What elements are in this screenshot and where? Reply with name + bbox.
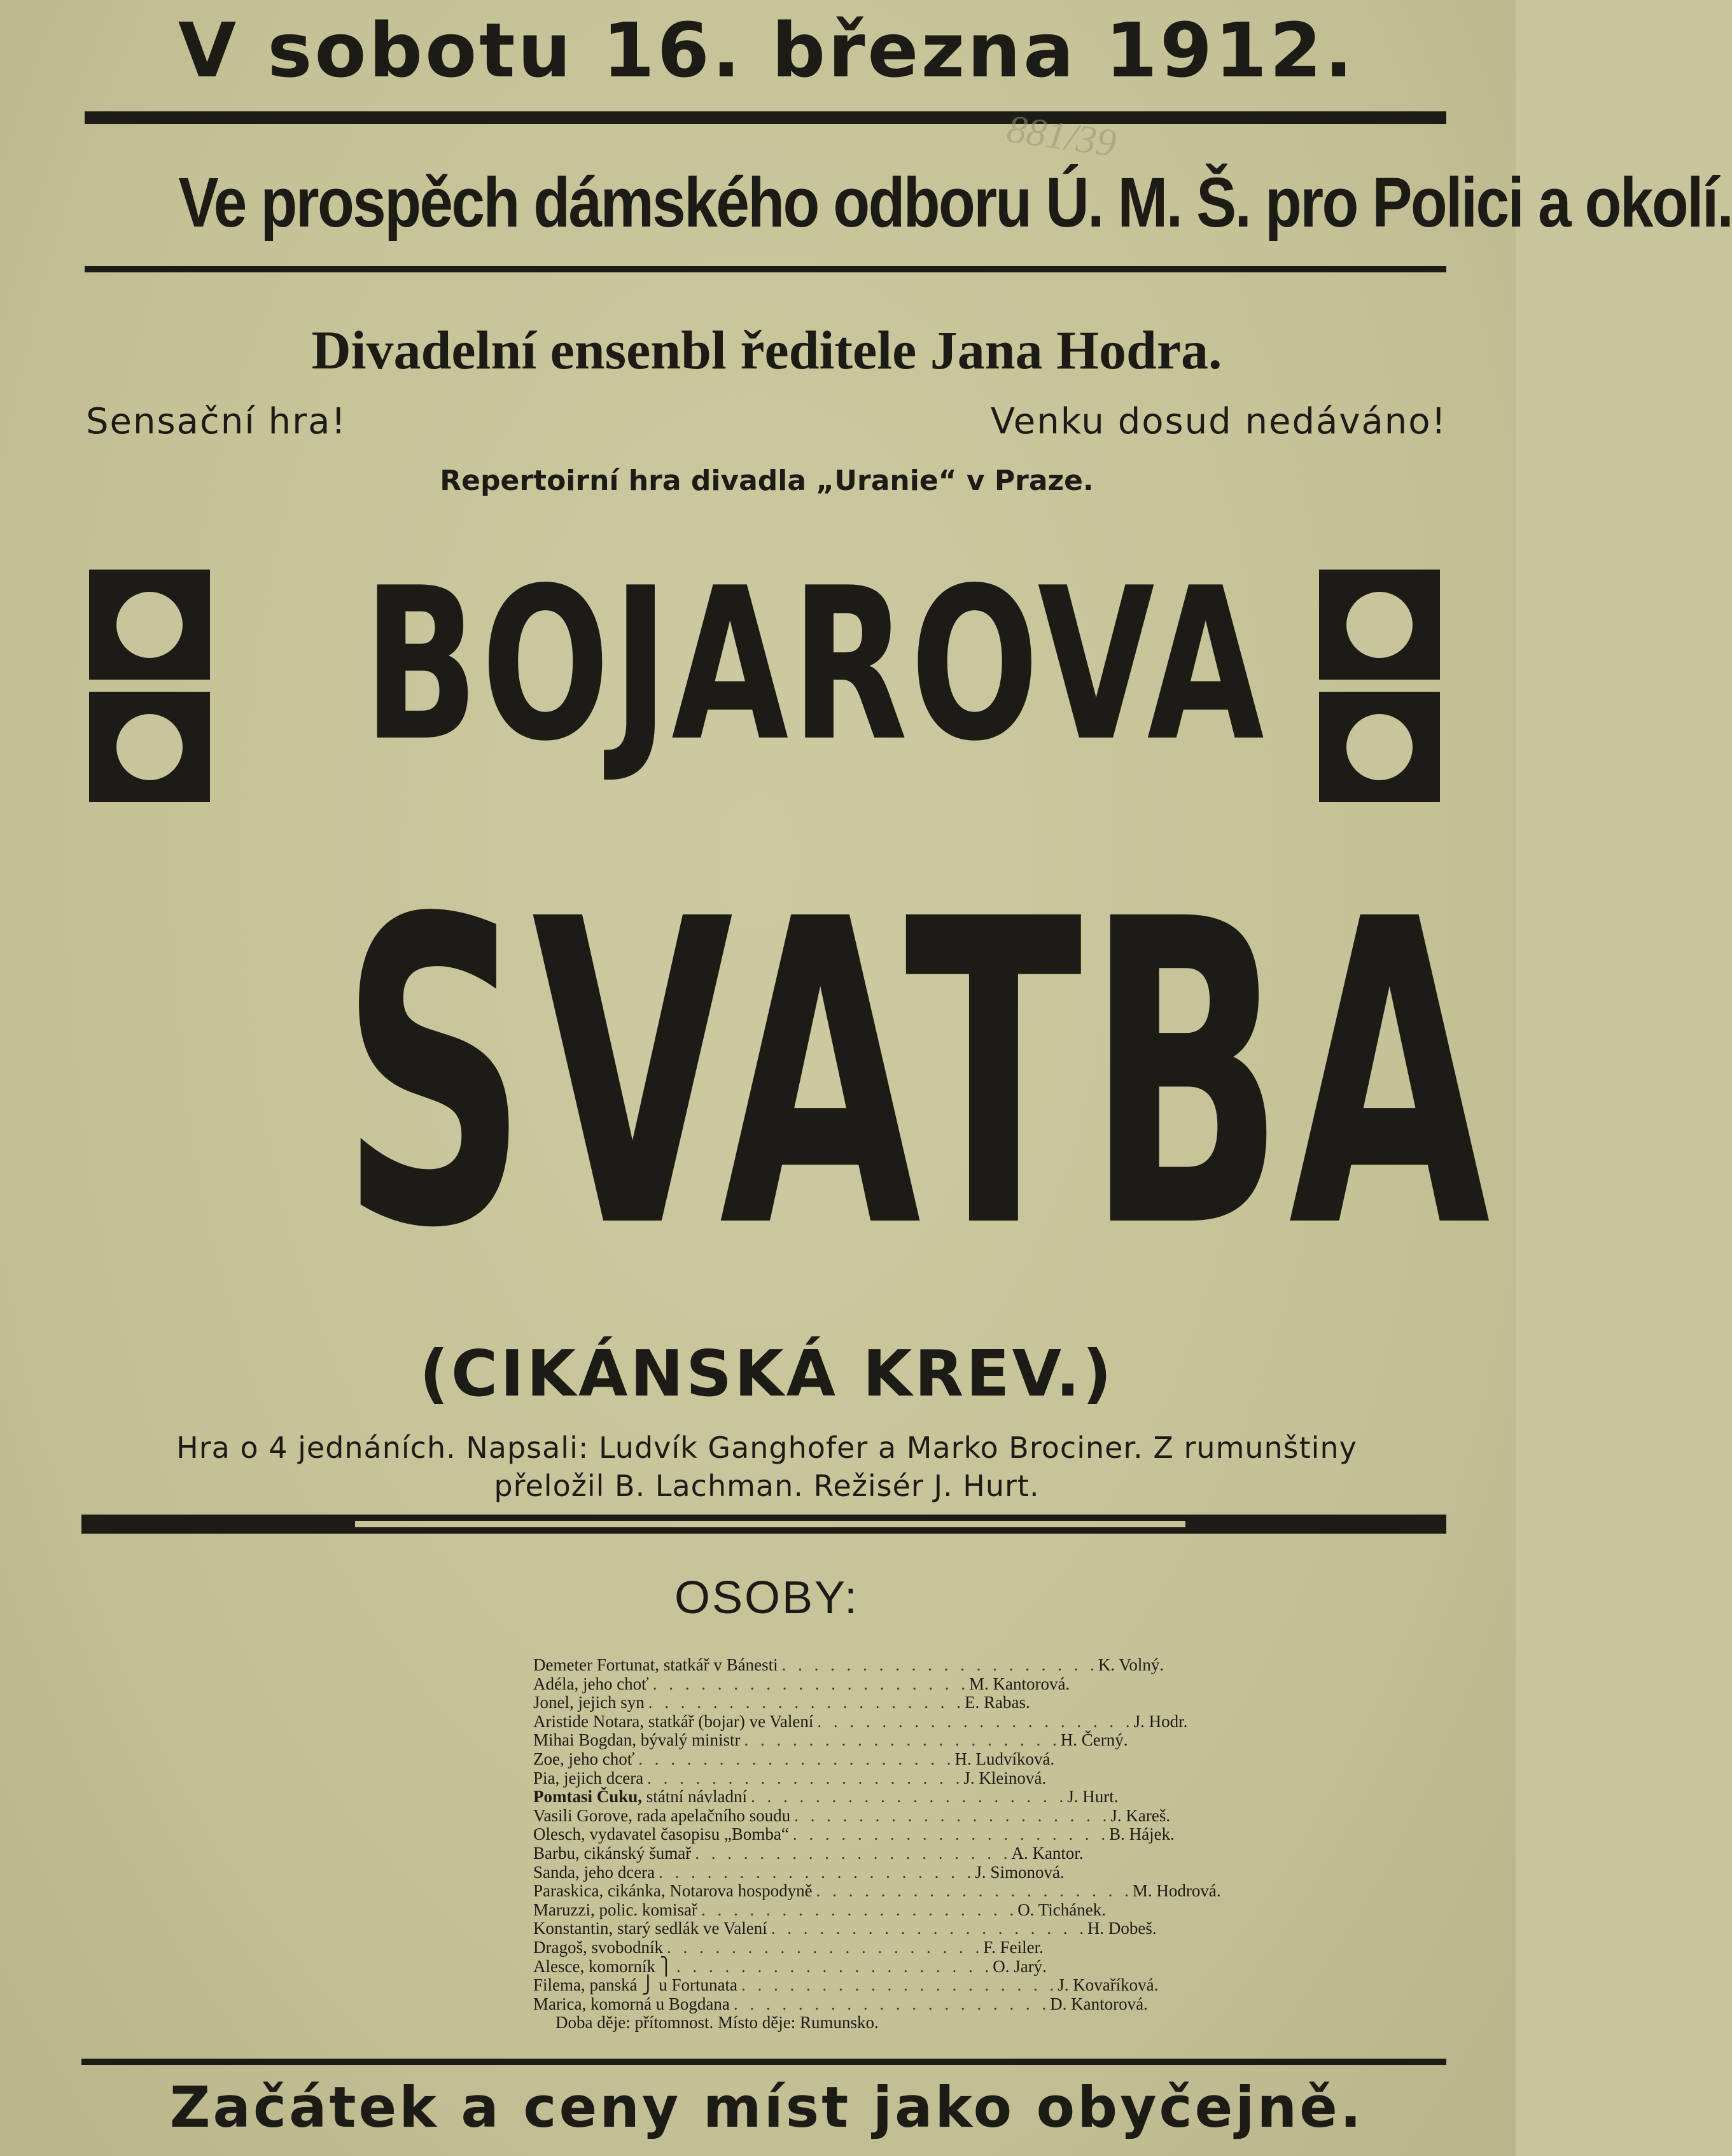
cast-row: Adéla, jeho choť . . . . . . . . . . . . . . . . . . . . M. Kantorová. [533, 1674, 1070, 1693]
cast-row: Olesch, vydavatel časopisu „Bomba“ . . . . . . . . . . . . . . . . . . . . B. Hájek. [533, 1824, 1175, 1844]
cast-row: Zoe, jeho choť . . . . . . . . . . . . . . . . . . . . H. Ludvíková. [533, 1749, 1055, 1768]
benefit-rule [85, 266, 1446, 272]
benefit-line: Ve prospěch dámského odboru Ú. M. Š. pro Polici a okolí. [178, 164, 1732, 242]
top-rule [85, 111, 1446, 124]
play-title-line2: SVATBA [340, 830, 1495, 1320]
cast-footnote: Doba děje: přítomnost. Místo děje: Rumunsko. [555, 2013, 879, 2033]
cast-row: Vasili Gorove, rada apelačního soudu . . . . . . . . . . . . . . . . . . . . J. Kareš. [533, 1805, 1171, 1825]
cast-row: Paraskica, cikánka, Notarova hospodyně . . . . . . . . . . . . . . . . . . . . M. Hodrová. [533, 1881, 1221, 1901]
left-ornament [89, 570, 210, 802]
credits-line1: Hra o 4 jednáních. Napsali: Ludvík Ganghofer a Marko Brociner. Z rumunštiny [176, 1431, 1357, 1465]
divider-mid-bottom [355, 1527, 1185, 1534]
cast-row: Alesce, komorník ⎫ . . . . . . . . . . . . . . . . . . . . O. Jarý. [533, 1956, 1047, 1976]
play-title-line1: BOJAROVA [363, 543, 1267, 787]
footer-note: Začátek a ceny míst jako obyčejně. [169, 2075, 1364, 2140]
cast-row: Dragoš, svobodník . . . . . . . . . . . . . . . . . . . . F. Feiler. [533, 1937, 1044, 1957]
cast-row: Sanda, jeho dcera . . . . . . . . . . . . . . . . . . . . J. Simonová. [533, 1862, 1065, 1882]
archive-stamp: 881/39 [1004, 107, 1119, 165]
performance-date: V sobotu 16. března 1912. [178, 6, 1356, 94]
cast-row: Jonel, jejich syn . . . . . . . . . . . . . . . . . . . . E. Rabas. [533, 1693, 1030, 1712]
repertoire-line: Repertoirní hra divadla „Uranie“ v Praze. [440, 465, 1094, 497]
play-subtitle: (CIKÁNSKÁ KREV.) [419, 1336, 1114, 1411]
premiere-note: Venku dosud nedáváno! [990, 401, 1447, 442]
credits-line2: přeložil B. Lachman. Režisér J. Hurt. [494, 1469, 1040, 1503]
cast-row: Demeter Fortunat, statkář v Bánesti . . . . . . . . . . . . . . . . . . . . K. Volný. [533, 1655, 1164, 1674]
cast-row: Marica, komorná u Bogdana . . . . . . . . . . . . . . . . . . . . D. Kantorová. [533, 1994, 1148, 2013]
divider-thick-left [81, 1515, 355, 1534]
cast-list [533, 1655, 1221, 2033]
footer-rule [81, 2059, 1446, 2065]
cast-row: Barbu, cikánský šumař . . . . . . . . . . . . . . . . . . . . A. Kantor. [533, 1843, 1084, 1863]
cast-row: Pomtasi Čuku, státní návladní . . . . . . . . . . . . . . . . . . . . J. Hurt. [533, 1787, 1119, 1807]
right-ornament [1319, 570, 1440, 802]
cast-row: Konstantin, starý sedlák ve Valení . . . . . . . . . . . . . . . . . . . . H. Dobeš. [533, 1919, 1157, 1938]
sensation-note: Sensační hra! [86, 401, 347, 442]
cast-row: Mihai Bogdan, bývalý ministr . . . . . . . . . . . . . . . . . . . . H. Černý. [533, 1730, 1128, 1750]
divider-thick-right [1185, 1515, 1446, 1534]
cast-row: Aristide Notara, statkář (bojar) ve Valení . . . . . . . . . . . . . . . . . . . . J. Hodr. [533, 1711, 1188, 1731]
cast-row: Filema, panská ⎭ u Fortunata . . . . . . . . . . . . . . . . . . . . J. Kovaříková. [533, 1975, 1159, 1995]
cast-row: Pia, jejich dcera . . . . . . . . . . . . . . . . . . . . J. Kleinová. [533, 1768, 1047, 1788]
credits [83, 1429, 1451, 1505]
cast-row: Maruzzi, polic. komisař . . . . . . . . . . . . . . . . . . . . O. Tichánek. [533, 1900, 1106, 1919]
ensemble-line: Divadelní ensenbl ředitele Jana Hodra. [311, 319, 1222, 381]
divider-mid-top [355, 1515, 1185, 1521]
cast-heading: OSOBY: [674, 1572, 860, 1623]
